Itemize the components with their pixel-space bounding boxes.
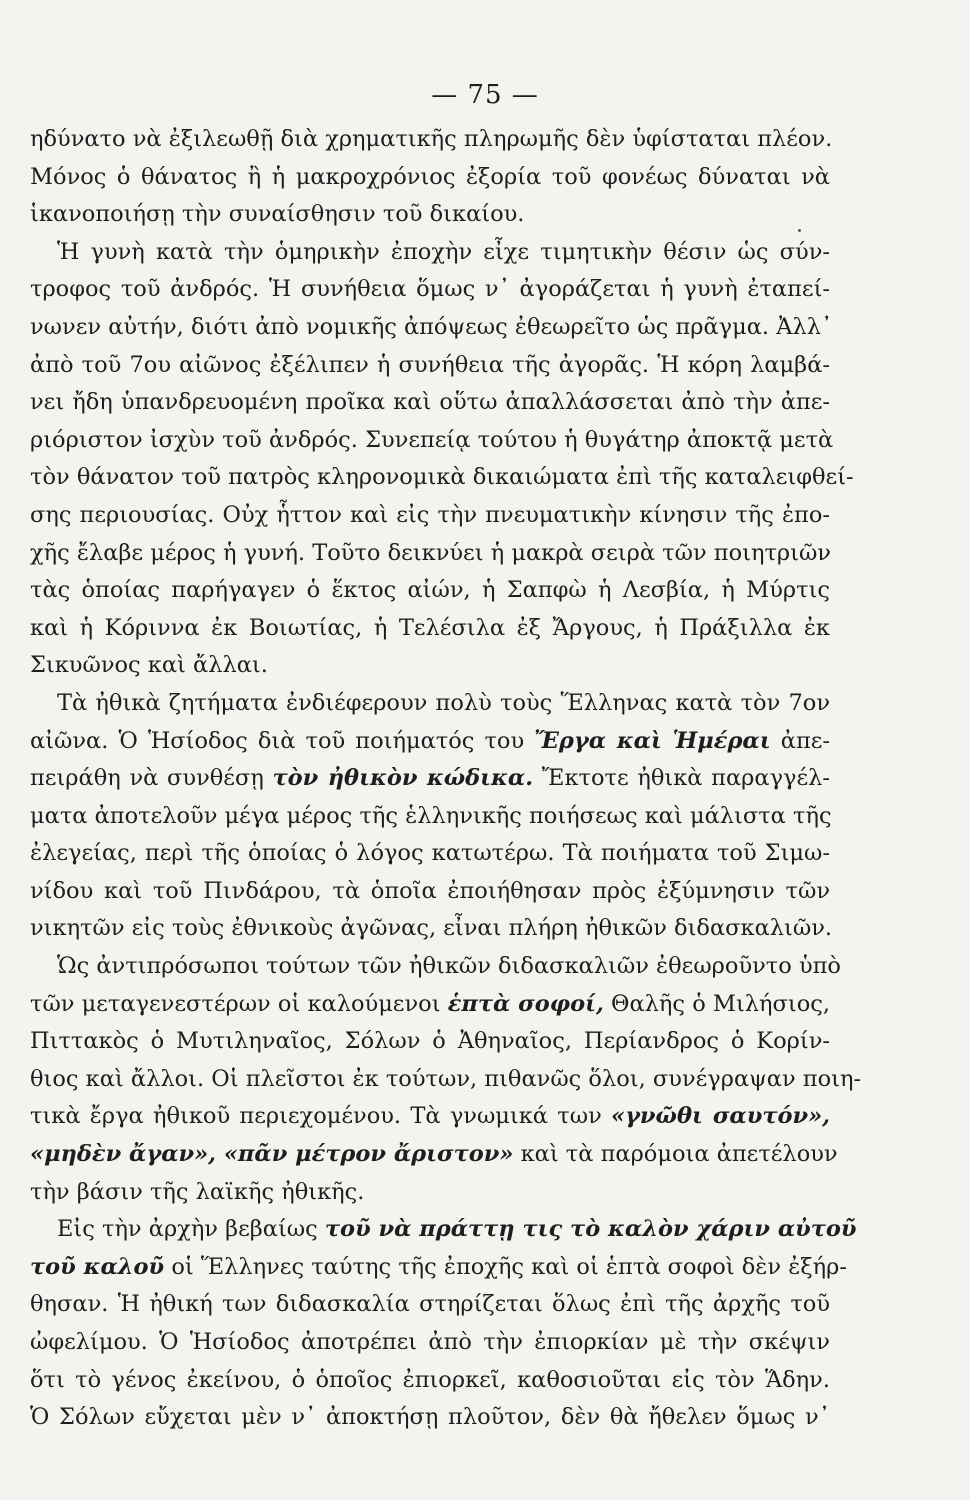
text-segment: καὶ τὰ παρόμοια ἀπετέλουν	[513, 1141, 838, 1168]
text-segment: τικὰ ἔργα ἠθικοῦ περιεχομένου. Τὰ γνωμικά των	[30, 1103, 612, 1130]
text-segment: νίδου καὶ τοῦ Πινδάρου, τὰ ὁποῖα ἐποιήθησαν πρὸς ἐξύμνησιν τῶν	[30, 877, 830, 904]
text-segment: Σικυῶνος καὶ ἄλλαι.	[30, 652, 268, 679]
text-segment: νωνεν αὐτήν, διότι ἀπὸ νομικῆς ἀπόψεως ἐθεωρεῖτο ὡς πρᾶγμα. Ἀλλ᾿	[30, 313, 833, 340]
text-segment: ἐλεγείας, περὶ τῆς ὁποίας ὁ λόγος κατωτέρω. Τὰ ποιήματα τοῦ Σιμω-	[30, 840, 830, 867]
text-segment: ηδύνατο νὰ ἐξιλεωθῇ διὰ χρηματικῆς πληρωμῆς δὲν ὑφίσταται πλέον.	[30, 126, 833, 152]
text-line	[30, 196, 830, 234]
text-segment: τὴν βάσιν τῆς λαϊκῆς ἠθικῆς.	[30, 1178, 365, 1205]
text-segment: ἀπὸ τοῦ 7ου αἰῶνος ἐξέλιπεν ἡ συνήθεια τῆς ἀγορᾶς. Ἡ κόρη λαμβά-	[30, 351, 830, 378]
page-number: — 75 —	[431, 80, 539, 110]
text-line	[30, 1324, 830, 1362]
text-line	[30, 1286, 830, 1324]
text-line	[30, 1399, 830, 1437]
text-segment: ὅτι τὸ γένος ἐκείνου, ὁ ὁποῖος ἐπιορκεῖ, καθοσιοῦται εἰς τὸν Ἅδην.	[30, 1366, 830, 1393]
emphasized-text: τοῦ νὰ πράττῃ τις τὸ καλὸν χάριν αὐτοῦ	[324, 1216, 857, 1243]
text-line	[30, 497, 830, 535]
text-line	[30, 1211, 857, 1249]
text-segment: Τὰ ἠθικὰ ζητήματα ἐνδιέφερουν πολὺ τοὺς Ἕλληνας κατὰ τὸν 7ον	[57, 689, 830, 716]
text-segment: αἰῶνα. Ὁ Ἡσίοδος διὰ τοῦ ποιήματός του	[30, 727, 535, 754]
text-segment: νικητῶν εἰς τοὺς ἐθνικοὺς ἀγῶνας, εἶναι πλήρη ἠθικῶν διδασκαλιῶν.	[30, 915, 833, 942]
text-segment: Ἔκτοτε ἠθικὰ παραγγέλ-	[533, 765, 830, 792]
text-segment: καὶ ἡ Κόριννα ἐκ Βοιωτίας, ἡ Τελέσιλα ἐξ Ἄργους, ἡ Πράξιλλα ἐκ	[30, 614, 830, 641]
text-line	[30, 1249, 847, 1287]
emphasized-text: «γνῶθι σαυτόν»,	[611, 1103, 830, 1130]
text-segment: Εἰς τὴν ἀρχὴν βεβαίως	[57, 1216, 325, 1243]
text-line	[30, 1061, 862, 1099]
text-line	[30, 1174, 830, 1212]
text-segment: θησαν. Ἡ ἠθική των διδασκαλία στηρίζεται ὅλως ἐπὶ τῆς ἀρχῆς τοῦ	[30, 1291, 830, 1318]
text-line	[30, 535, 830, 573]
print-speck	[798, 229, 801, 232]
text-segment: νει ἤδη ὑπανδρευομένη προῖκα καὶ οὕτω ἀπαλλάσσεται ἀπὸ τὴν ἀπε-	[30, 389, 830, 416]
text-line	[30, 948, 841, 986]
text-segment: τροφος τοῦ ἀνδρός. Ἡ συνήθεια ὅμως ν᾿ ἀγοράζεται ἡ γυνὴ ἐταπεί-	[30, 276, 830, 303]
text-segment: ματα ἀποτελοῦν μέγα μέρος τῆς ἑλληνικῆς ποιήσεως καὶ μάλιστα τῆς	[30, 802, 832, 829]
text-line	[30, 121, 833, 159]
text-line	[30, 873, 830, 911]
text-segment: τῶν μεταγενεστέρων οἱ καλούμενοι	[30, 990, 448, 1017]
emphasized-text: τὸν ἠθικὸν κώδικα.	[272, 765, 534, 792]
text-line	[30, 271, 830, 309]
text-segment: χῆς ἔλαβε μέρος ἡ γυνή. Τοῦτο δεικνύει ἡ μακρὰ σειρὰ τῶν ποιητριῶν	[30, 539, 831, 566]
text-line	[30, 459, 854, 497]
text-line	[30, 1362, 830, 1400]
text-line	[30, 309, 833, 347]
text-line	[30, 422, 834, 460]
emphasized-text: τοῦ καλοῦ	[30, 1253, 165, 1280]
text-segment: Θαλῆς ὁ Μιλήσιος,	[603, 990, 831, 1017]
text-segment: Πιττακὸς ὁ Μυτιληναῖος, Σόλων ὁ Ἀθηναῖος, Περίανδρος ὁ Κορίν-	[30, 1028, 830, 1055]
text-line	[30, 798, 830, 836]
text-line	[30, 723, 830, 761]
text-line	[30, 760, 830, 798]
text-line	[30, 384, 830, 422]
text-line	[30, 910, 833, 948]
text-line	[30, 1098, 830, 1136]
text-line	[30, 159, 830, 197]
emphasized-text: Ἔργα καὶ Ἡμέραι	[534, 727, 771, 754]
text-line	[30, 647, 830, 685]
text-segment: ἀπε-	[770, 727, 830, 754]
text-segment: Ὡς ἀντιπρόσωποι τούτων τῶν ἠθικῶν διδασκαλιῶν ἐθεωροῦντο ὑπὸ	[57, 953, 841, 980]
body-text	[30, 121, 862, 1437]
text-segment: ἱκανοποιήσῃ τὴν συναίσθησιν τοῦ δικαίου.	[30, 201, 525, 228]
text-line	[30, 347, 830, 385]
text-segment: ριόριστον ἰσχὺν τοῦ ἀνδρός. Συνεπείᾳ τούτου ἡ θυγάτηρ ἀποκτᾷ μετὰ	[30, 426, 834, 453]
text-line	[30, 610, 830, 648]
text-segment: τὸν θάνατον τοῦ πατρὸς κληρονομικὰ δικαιώματα ἐπὶ τῆς καταλειφθεί-	[30, 464, 854, 491]
text-segment: οἱ Ἕλληνες ταύτης τῆς ἐποχῆς καὶ οἱ ἑπτὰ σοφοὶ δὲν ἐξήρ-	[164, 1253, 847, 1280]
text-segment: θιος καὶ ἄλλοι. Οἱ πλεῖστοι ἐκ τούτων, πιθανῶς ὅλοι, συνέγραψαν ποιη-	[30, 1065, 862, 1092]
text-line	[30, 1136, 838, 1174]
text-segment: Ἡ γυνὴ κατὰ τὴν ὁμηρικὴν ἐποχὴν εἶχε τιμητικὴν θέσιν ὡς σύν-	[57, 238, 830, 265]
text-line	[30, 1023, 830, 1061]
emphasized-text: ἑπτὰ σοφοί,	[447, 990, 604, 1017]
text-line	[30, 572, 830, 610]
text-line	[30, 986, 830, 1024]
text-segment: Μόνος ὁ θάνατος ἢ ἡ μακροχρόνιος ἐξορία τοῦ φονέως δύναται νὰ	[30, 163, 830, 190]
text-segment: τὰς ὁποίας παρήγαγεν ὁ ἕκτος αἰών, ἡ Σαπφὼ ἡ Λεσβία, ἡ Μύρτις	[30, 577, 830, 604]
text-line	[30, 234, 830, 272]
text-segment: Ὁ Σόλων εὔχεται μὲν ν᾿ ἀποκτήσῃ πλοῦτον, δὲν θὰ ἤθελεν ὅμως ν᾿	[30, 1404, 830, 1431]
text-segment: ὠφελίμου. Ὁ Ἡσίοδος ἀποτρέπει ἀπὸ τὴν ἐπιορκίαν μὲ τὴν σκέψιν	[30, 1329, 830, 1355]
text-line	[30, 685, 830, 723]
text-segment: σης περιουσίας. Οὐχ ἧττον καὶ εἰς τὴν πνευματικὴν κίνησιν τῆς ἐπο-	[30, 501, 830, 528]
text-line	[30, 835, 830, 873]
text-segment: πειράθη νὰ συνθέσῃ	[30, 765, 273, 792]
emphasized-text: «μηδὲν ἄγαν», «πᾶν μέτρον ἄριστον»	[30, 1141, 514, 1168]
